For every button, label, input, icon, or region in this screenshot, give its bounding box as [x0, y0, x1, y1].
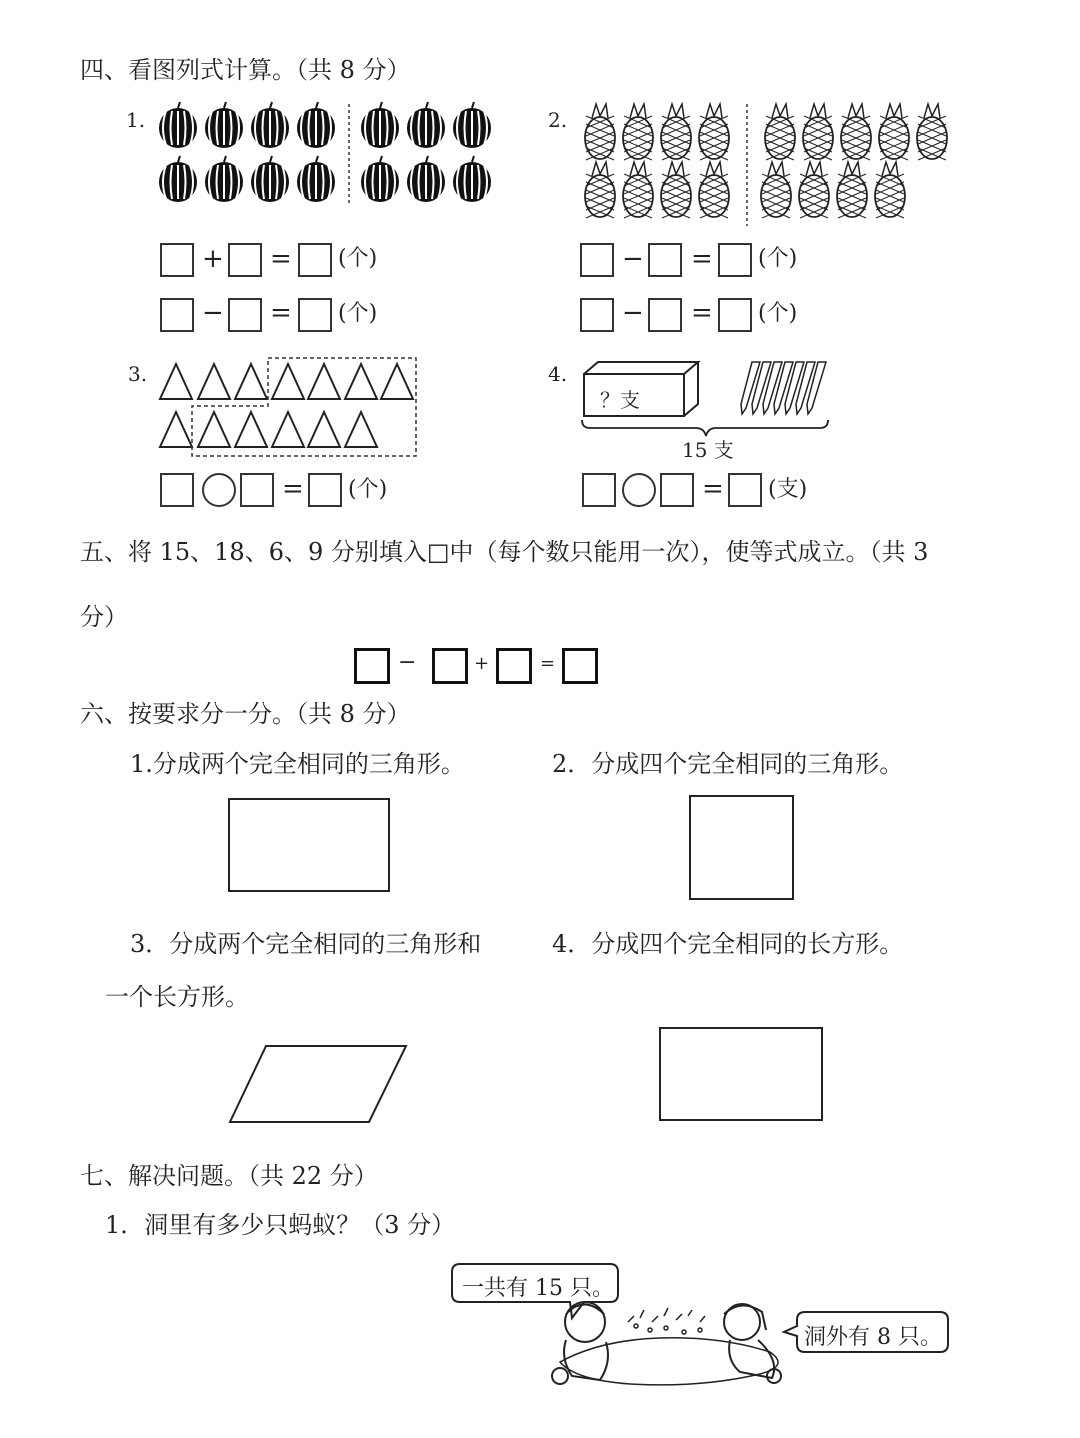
unit-label: (支)	[768, 477, 808, 502]
q3-label: 3.	[128, 362, 148, 386]
minus-sign: −	[622, 244, 644, 274]
unit-label: (个)	[338, 246, 378, 271]
equals-sign: =	[691, 298, 713, 328]
equals-sign: =	[270, 298, 292, 328]
ground	[560, 1338, 778, 1385]
equals-sign: =	[691, 244, 713, 274]
q1-label: 1.	[126, 108, 146, 132]
unit-label: (个)	[338, 301, 378, 326]
section6-item-4: 4．分成四个完全相同的长方形。	[552, 930, 904, 958]
unit-label: (个)	[758, 301, 798, 326]
equals-sign: =	[702, 474, 724, 504]
section6-item-1: 1.分成两个完全相同的三角形。	[130, 750, 465, 778]
equals-sign: =	[270, 244, 292, 274]
section7-title: 七、解决问题。（共 22 分）	[80, 1162, 378, 1190]
section6-title: 六、按要求分一分。（共 8 分）	[80, 700, 411, 728]
minus-sign: −	[202, 298, 224, 328]
equals-sign: =	[540, 653, 556, 674]
section4-title: 四、看图列式计算。（共 8 分）	[80, 56, 411, 84]
section6-item-3-cont: 一个长方形。	[105, 983, 249, 1011]
child-left-figure	[552, 1302, 608, 1384]
q2-label: 2.	[548, 108, 568, 132]
unit-label: (个)	[758, 246, 798, 271]
minus-sign: −	[622, 298, 644, 328]
section7-q1: 1．洞里有多少只蚂蚁？（3 分）	[105, 1211, 456, 1239]
section6-item-2: 2．分成四个完全相同的三角形。	[552, 750, 904, 778]
speech-bubble-right-text: 洞外有 8 只。	[804, 1325, 942, 1350]
equals-sign: =	[282, 474, 304, 504]
pencil-box-label: ？支	[600, 388, 640, 412]
speech-bubble-left-text: 一共有 15 只。	[462, 1276, 614, 1301]
q4-label: 4.	[548, 362, 568, 386]
ants	[628, 1308, 705, 1334]
minus-sign: −	[398, 650, 417, 675]
plus-sign: +	[474, 653, 490, 674]
section6-item-3: 3．分成两个完全相同的三角形和	[130, 930, 482, 958]
section5-title: 五、将 15、18、6、9 分别填入□中（每个数只能用一次），使等式成立。（共 3	[80, 538, 929, 566]
unit-label: (个)	[348, 477, 388, 502]
section5-title-cont: 分）	[80, 603, 128, 631]
total-label: 15 支	[682, 438, 734, 462]
plus-sign: +	[202, 244, 224, 274]
